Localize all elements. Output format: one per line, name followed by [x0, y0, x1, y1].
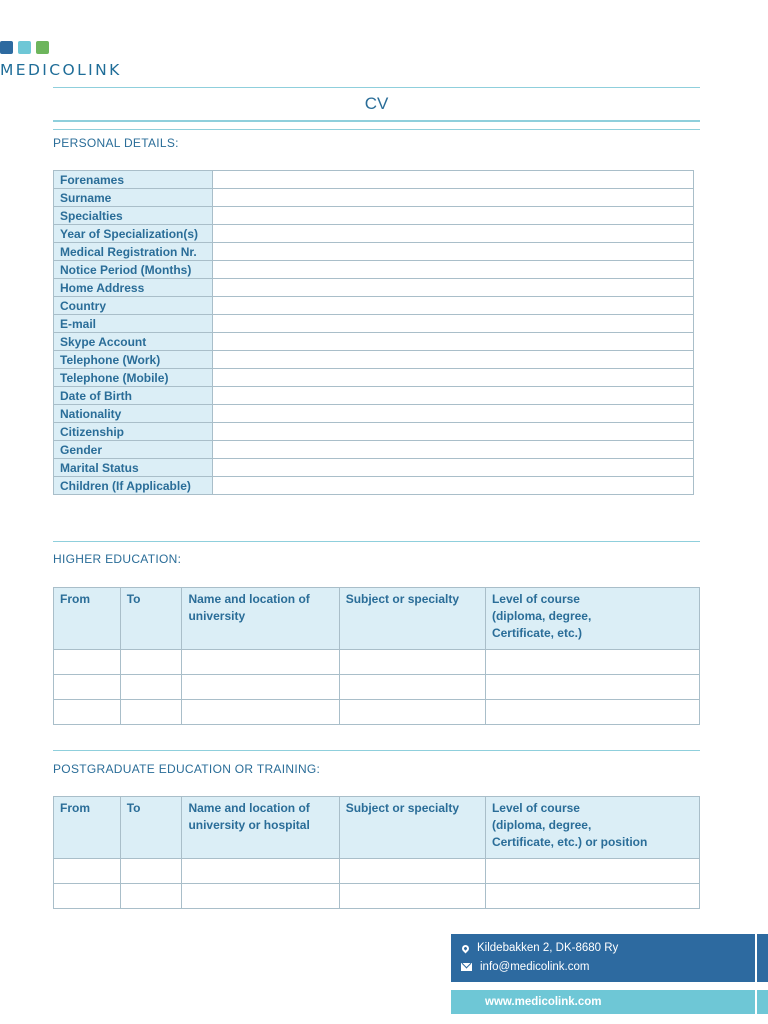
- logo-square-blue: [0, 41, 13, 54]
- field-label: Specialties: [54, 207, 213, 225]
- higher-education-heading: HIGHER EDUCATION:: [53, 552, 182, 566]
- postgraduate-rule: [53, 750, 700, 751]
- logo-square-green: [36, 41, 49, 54]
- personal-details-row: [54, 351, 694, 369]
- higher-education-table: [53, 587, 700, 725]
- column-header: Name and location of university: [182, 588, 339, 650]
- table-cell[interactable]: [54, 700, 121, 725]
- field-value-cell[interactable]: [213, 279, 694, 297]
- field-value-cell[interactable]: [213, 261, 694, 279]
- field-label: Home Address: [54, 279, 213, 297]
- field-label: Date of Birth: [54, 387, 213, 405]
- personal-details-row: [54, 423, 694, 441]
- personal-details-row: [54, 441, 694, 459]
- field-value-cell[interactable]: [213, 405, 694, 423]
- field-label: Year of Specialization(s): [54, 225, 213, 243]
- field-value-cell[interactable]: [213, 459, 694, 477]
- personal-details-row: [54, 369, 694, 387]
- field-label: E-mail: [54, 315, 213, 333]
- logo-mark: [0, 41, 49, 54]
- envelope-icon: [461, 963, 472, 971]
- table-cell[interactable]: [339, 859, 485, 884]
- field-value-cell[interactable]: [213, 243, 694, 261]
- postgraduate-heading: POSTGRADUATE EDUCATION OR TRAINING:: [53, 762, 321, 776]
- table-row: [54, 884, 700, 909]
- footer-panel-edge: [757, 934, 768, 982]
- footer-website-link[interactable]: www.medicolink.com: [485, 996, 602, 1008]
- column-header: Subject or specialty: [339, 588, 485, 650]
- column-header: To: [120, 797, 182, 859]
- field-value-cell[interactable]: [213, 441, 694, 459]
- table-cell[interactable]: [182, 859, 339, 884]
- field-value-cell[interactable]: [213, 351, 694, 369]
- title-rule-bottom-thin: [53, 129, 700, 130]
- field-label: Marital Status: [54, 459, 213, 477]
- field-value-cell[interactable]: [213, 333, 694, 351]
- field-value-cell[interactable]: [213, 171, 694, 189]
- table-cell[interactable]: [182, 650, 339, 675]
- personal-details-row: [54, 279, 694, 297]
- field-value-cell[interactable]: [213, 315, 694, 333]
- field-value-cell[interactable]: [213, 387, 694, 405]
- field-label: Surname: [54, 189, 213, 207]
- field-label: Gender: [54, 441, 213, 459]
- personal-details-heading: PERSONAL DETAILS:: [53, 136, 179, 150]
- field-value-cell[interactable]: [213, 207, 694, 225]
- table-cell[interactable]: [182, 700, 339, 725]
- title-rule-bottom: [53, 120, 700, 122]
- postgraduate-table: [53, 796, 700, 909]
- personal-details-table: [53, 170, 694, 495]
- table-row: [54, 675, 700, 700]
- personal-details-row: [54, 477, 694, 495]
- table-cell[interactable]: [54, 675, 121, 700]
- logo-square-teal: [18, 41, 31, 54]
- field-value-cell[interactable]: [213, 189, 694, 207]
- field-value-cell[interactable]: [213, 225, 694, 243]
- table-cell[interactable]: [54, 884, 121, 909]
- column-header: From: [54, 588, 121, 650]
- field-value-cell[interactable]: [213, 297, 694, 315]
- higher-education-rule: [53, 541, 700, 542]
- field-label: Children (If Applicable): [54, 477, 213, 495]
- table-cell[interactable]: [120, 675, 182, 700]
- column-header: Subject or specialty: [339, 797, 485, 859]
- table-cell[interactable]: [339, 675, 485, 700]
- field-label: Telephone (Mobile): [54, 369, 213, 387]
- field-label: Forenames: [54, 171, 213, 189]
- table-cell[interactable]: [54, 650, 121, 675]
- logo-wordmark: MEDICOLINK: [0, 61, 122, 79]
- footer-website-bar-edge: [757, 990, 768, 1014]
- personal-details-row: [54, 171, 694, 189]
- footer-address: [461, 942, 618, 954]
- table-cell[interactable]: [339, 884, 485, 909]
- field-label: Skype Account: [54, 333, 213, 351]
- table-row: [54, 700, 700, 725]
- table-row: [54, 650, 700, 675]
- table-row: [54, 859, 700, 884]
- table-cell[interactable]: [120, 650, 182, 675]
- personal-details-row: [54, 405, 694, 423]
- footer-email[interactable]: [461, 961, 589, 973]
- personal-details-row: [54, 333, 694, 351]
- column-header: Level of course (diploma, degree, Certificate, etc.) or position: [485, 797, 699, 859]
- map-pin-icon: [461, 943, 471, 953]
- table-cell[interactable]: [120, 859, 182, 884]
- field-label: Country: [54, 297, 213, 315]
- footer-address-text: Kildebakken 2, DK-8680 Ry: [477, 942, 619, 954]
- field-value-cell[interactable]: [213, 477, 694, 495]
- footer-email-text[interactable]: info@medicolink.com: [480, 961, 590, 973]
- table-cell[interactable]: [485, 650, 699, 675]
- field-label: Citizenship: [54, 423, 213, 441]
- field-value-cell[interactable]: [213, 369, 694, 387]
- table-cell[interactable]: [120, 700, 182, 725]
- field-label: Telephone (Work): [54, 351, 213, 369]
- field-label: Notice Period (Months): [54, 261, 213, 279]
- column-header: Level of course (diploma, degree, Certificate, etc.): [485, 588, 699, 650]
- column-header: To: [120, 588, 182, 650]
- personal-details-row: [54, 459, 694, 477]
- personal-details-row: [54, 261, 694, 279]
- personal-details-row: [54, 387, 694, 405]
- field-label: Nationality: [54, 405, 213, 423]
- field-label: Medical Registration Nr.: [54, 243, 213, 261]
- field-value-cell[interactable]: [213, 423, 694, 441]
- table-cell[interactable]: [485, 700, 699, 725]
- column-header: Name and location of university or hospital: [182, 797, 339, 859]
- table-cell[interactable]: [485, 884, 699, 909]
- personal-details-row: [54, 297, 694, 315]
- table-cell[interactable]: [339, 700, 485, 725]
- personal-details-row: [54, 315, 694, 333]
- table-cell[interactable]: [182, 884, 339, 909]
- table-cell[interactable]: [54, 859, 121, 884]
- title-rule-top: [53, 87, 700, 88]
- column-header: From: [54, 797, 121, 859]
- personal-details-row: [54, 207, 694, 225]
- table-cell[interactable]: [485, 675, 699, 700]
- page-title: CV: [364, 94, 389, 113]
- table-cell[interactable]: [339, 650, 485, 675]
- personal-details-row: [54, 225, 694, 243]
- personal-details-row: [54, 189, 694, 207]
- personal-details-row: [54, 243, 694, 261]
- table-cell[interactable]: [182, 675, 339, 700]
- table-cell[interactable]: [120, 884, 182, 909]
- table-cell[interactable]: [485, 859, 699, 884]
